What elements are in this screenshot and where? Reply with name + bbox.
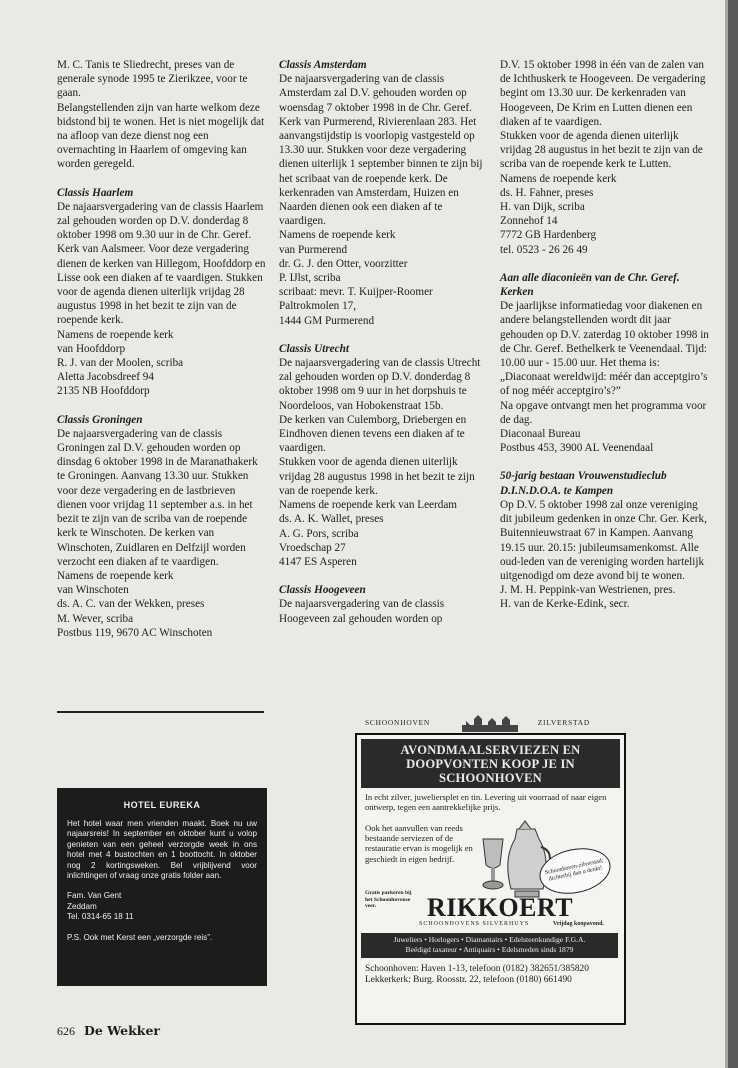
text-paragraph: Belangstellenden zijn van harte welkom deze bidstond bij te wonen. Het is niet mogelijk dat na afloop van deze dienst nog een overnachting in Haarlem of omgeving kan worden geregeld.: [57, 101, 265, 171]
text-paragraph: H. van Dijk, scriba: [500, 201, 585, 214]
text-paragraph: van Purmerend: [279, 243, 348, 256]
text-paragraph: Na opgave ontvangt men het programma voor de dag.: [500, 399, 707, 426]
text-paragraph: ds. A. C. van der Wekken, preses: [57, 598, 205, 611]
page-number: 626: [57, 1024, 75, 1038]
text-paragraph: tel. 0523 - 26 26 49: [500, 243, 588, 256]
text-paragraph: Diaconaal Bureau: [500, 428, 581, 441]
text-paragraph: De najaarsvergadering van de classis Haarlem zal gehouden worden op D.V. donderdag 8 oktober 1998 om 9.30 uur in de Chr. Geref. Kerk van Aalsmeer. Voor deze vergadering dienen de kerken van Hillegom, Hoofddorp en Lisse ook een diaken af te vaardigen. Stukken voor de agenda dienen uiterlijk vrijdag 28 augustus 1998 in het bezit te zijn van de roepende kerk.: [57, 200, 266, 327]
text-paragraph: De jaarlijkse informatiedag voor diakenen en andere belangstellenden wordt dit jaar gehouden op D.V. zaterdag 10 oktober 1998 in de Chr. Geref. Bethelkerk te Veenendaal. Tijd: 10.00 uur - 15.00 uur. Het thema is: „Diaconaat wereldwijd: méér dan acceptgiro’s of nog méér acceptgiro’s?”: [500, 300, 709, 398]
magazine-name: De Wekker: [84, 1023, 160, 1038]
section-heading: Classis Utrecht: [279, 342, 349, 355]
text-paragraph: ds. A. K. Wallet, preses: [279, 513, 384, 526]
text-paragraph: 1444 GM Purmerend: [279, 314, 375, 327]
rikkoert-ad: [355, 713, 626, 1023]
text-paragraph: 4147 ES Asperen: [279, 555, 357, 568]
text-paragraph: De kerken van Culemborg, Driebergen en Eindhoven dienen tevens een diaken af te vaardigen.: [279, 413, 467, 455]
section-heading: 50-jarig bestaan Vrouwenstudieclub D.I.N.D.O.A. te Kampen: [500, 470, 667, 497]
ad-band-line-1: Juweliers • Horlogers • Diamantairs • Edelsteenkundige F.G.A.: [393, 935, 586, 944]
section-heading: Classis Groningen: [57, 413, 143, 426]
skyline-icon: [460, 713, 520, 733]
rikkoert-logo: RIKKOERT: [427, 893, 574, 922]
section-heading: Classis Amsterdam: [279, 59, 367, 71]
text-paragraph: P. IJlst, scriba: [279, 272, 341, 285]
section-heading: Classis Hoogeveen: [279, 584, 366, 597]
text-paragraph: Paltrokmolen 17,: [279, 300, 357, 313]
text-paragraph: Namens de roepende kerk: [500, 172, 617, 185]
ad-band-line-2: Beëdigd taxateur • Antiquairs • Edelsmeden sinds 1879: [405, 945, 574, 954]
text-paragraph: Stukken voor de agenda dienen uiterlijk vrijdag 28 augustus 1998 in het bezit te zijn van de roepende kerk.: [279, 456, 475, 497]
text-paragraph: 2135 NB Hoofddorp: [57, 385, 150, 398]
text-paragraph: De najaarsvergadering van de classis Amsterdam zal D.V. gehouden worden op woensdag 7 oktober 1998 in de Chr. Geref. Kerk van Purmerend, Rivierenlaan 283. Het aanvangstijdstip is voorlopig vastgesteld op 13.30 uur. Stukken voor deze vergadering dienen uiterlijk 1 september binnen te zijn bij het scribaat van de roepende kerk. De kerkenraden van Amsterdam, Huizen en Naarden dienen ook een diaken af te vaardigen.: [279, 73, 483, 228]
ad-top-left: SCHOONHOVEN: [365, 718, 431, 727]
column-middle: [279, 58, 489, 626]
text-paragraph: M. C. Tanis te Sliedrecht, preses van de generale synode 1995 te Zierikzee, voor te gaan.: [57, 59, 248, 100]
text-paragraph: J. M. H. Peppink-van Westrienen, pres.: [500, 584, 676, 597]
hotel-ad-contact-name: Fam. Van Gent: [67, 891, 122, 901]
text-paragraph: R. J. van der Moolen, scriba: [57, 357, 184, 370]
ad-service-text: Ook het aanvullen van reeds bestaande serviezen of de restauratie ervan is mogelijk en geschiedt in eigen bedrijf.: [365, 823, 473, 864]
column-left: [57, 58, 267, 640]
ad-subtitle: In echt zilver, juweliersplet en tin. Levering uit voorraad of naar eigen ontwerp, tegen een aantrekkelijke prijs.: [365, 792, 607, 813]
text-paragraph: ds. H. Fahner, preses: [500, 186, 594, 199]
page-edge: [728, 0, 738, 1068]
ad-services-band: [361, 933, 618, 958]
ad-badge: Schoonhoven-zilverstad; dichterbij dan u denkt!: [535, 842, 615, 900]
column-divider-rule: [57, 711, 264, 713]
text-paragraph: Zonnehof 14: [500, 215, 558, 228]
ad-address-lekkerkerk: Lekkerkerk: Burg. Roosstr. 22, telefoon (0180) 661490: [365, 975, 572, 985]
hotel-ad-contact-place: Zeddam: [67, 901, 97, 911]
hotel-ad-contact: [57, 891, 267, 922]
hotel-eureka-ad: [57, 788, 267, 986]
hotel-ad-title: HOTEL EUREKA: [123, 800, 201, 810]
ad-banner: AVONDMAALSERVIEZEN EN DOOPVONTEN KOOP JE IN SCHOONHOVEN: [361, 739, 620, 788]
text-paragraph: Postbus 453, 3900 AL Veenendaal: [500, 442, 654, 455]
text-paragraph: De najaarsvergadering van de classis Utrecht zal gehouden worden op D.V. donderdag 8 oktober 1998 om 9 uur in het dorpshuis te Noordeloos, van Hobokenstraat 15b.: [279, 357, 481, 412]
ad-slogan: SCHOONHOVENS SILVERHUYS: [419, 921, 530, 927]
text-paragraph: M. Wever, scriba: [57, 612, 134, 625]
hotel-ad-contact-tel: Tel. 0314-65 18 11: [67, 912, 134, 922]
ad-frame: [355, 733, 626, 1025]
text-paragraph: Namens de roepende kerk: [57, 569, 174, 582]
text-paragraph: van Winschoten: [57, 584, 129, 597]
text-paragraph: dr. G. J. den Otter, voorzitter: [279, 257, 408, 270]
text-paragraph: Postbus 119, 9670 AC Winschoten: [57, 626, 213, 639]
text-paragraph: Stukken voor de agenda dienen uiterlijk vrijdag 28 augustus in het bezit te zijn van de scriba van de roepende kerk te Lutten.: [500, 130, 703, 171]
text-paragraph: Vroedschap 27: [279, 541, 346, 554]
text-paragraph: van Hoofddorp: [57, 342, 126, 355]
ad-koopavond: Vrijdag koopavond.: [553, 921, 604, 927]
text-paragraph: Aletta Jacobsdreef 94: [57, 371, 154, 384]
text-paragraph: 7772 GB Hardenberg: [500, 229, 597, 242]
text-paragraph: Namens de roepende kerk van Leerdam: [279, 499, 457, 512]
section-heading: Classis Haarlem: [57, 186, 134, 199]
text-paragraph: scribaat: mevr. T. Kuijper-Roomer: [279, 286, 433, 299]
hotel-ad-body: Het hotel waar men vrienden maakt. Boek nu uw najaarsreis! In september en oktober kunt u volop genieten van een geheel verzorgde week in ons hotel met 4 bustochten en 1 boottocht. In oktober nog 2 kortingsweken. Bel vrijblijvend voor inlichtingen of vraag onze gratis folder aan.: [67, 819, 257, 881]
text-paragraph: Op D.V. 5 oktober 1998 zal onze vereniging dit jubileum gedenken in onze Chr. Ger. Kerk, Buitennieuwstraat 67 in Kampen. Aanvang 19.15 uur. 20.15: jubileumsamenkomst. Alle oud-leden van de vereniging worden hartelijk uitgenodigd om deze avond bij te wonen.: [500, 498, 707, 582]
text-paragraph: Namens de roepende kerk: [57, 328, 174, 341]
text-paragraph: H. van de Kerke-Edink, secr.: [500, 598, 630, 611]
hotel-ad-ps: P.S. Ook met Kerst een „verzorgde reis”.: [67, 932, 213, 942]
ad-top-right: ZILVERSTAD: [537, 718, 590, 727]
text-paragraph: D.V. 15 oktober 1998 in één van de zalen van de Ichthuskerk te Hoogeveen. De vergadering begint om 13.30 uur. De kerkenraden van Hoogeveen, De Krim en Lutten dienen een diaken af te vaardigen.: [500, 59, 706, 128]
ad-parking-note: Gratis parkeren bij het Schoonhovense veer.: [365, 890, 412, 910]
ad-address-schoonhoven: Schoonhoven: Haven 1-13, telefoon (0182) 382651/385820: [365, 964, 589, 974]
text-paragraph: De najaarsvergadering van de classis Hoogeveen zal gehouden worden op: [279, 598, 445, 625]
ad-addresses: [365, 964, 589, 986]
page-footer: [57, 1023, 160, 1039]
text-paragraph: De najaarsvergadering van de classis Groningen zal D.V. gehouden worden op dinsdag 6 oktober 1998 in de Maranathakerk te Groningen. Aanvang 13.30 uur. Stukken voor deze vergadering en de lastbrieven dienen voor vrijdag 11 september a.s. in het bezit te zijn van de scriba van de roepende kerk te Winschoten. De kerken van Winschoten, Zuidlaren en Delfzijl worden verzocht een diaken af te vaardigen.: [57, 427, 258, 568]
text-paragraph: A. G. Pors, scriba: [279, 527, 359, 540]
section-heading: Aan alle diaconieën van de Chr. Geref. Kerken: [500, 271, 680, 299]
text-paragraph: Namens de roepende kerk: [279, 229, 396, 242]
column-right: [500, 58, 712, 612]
